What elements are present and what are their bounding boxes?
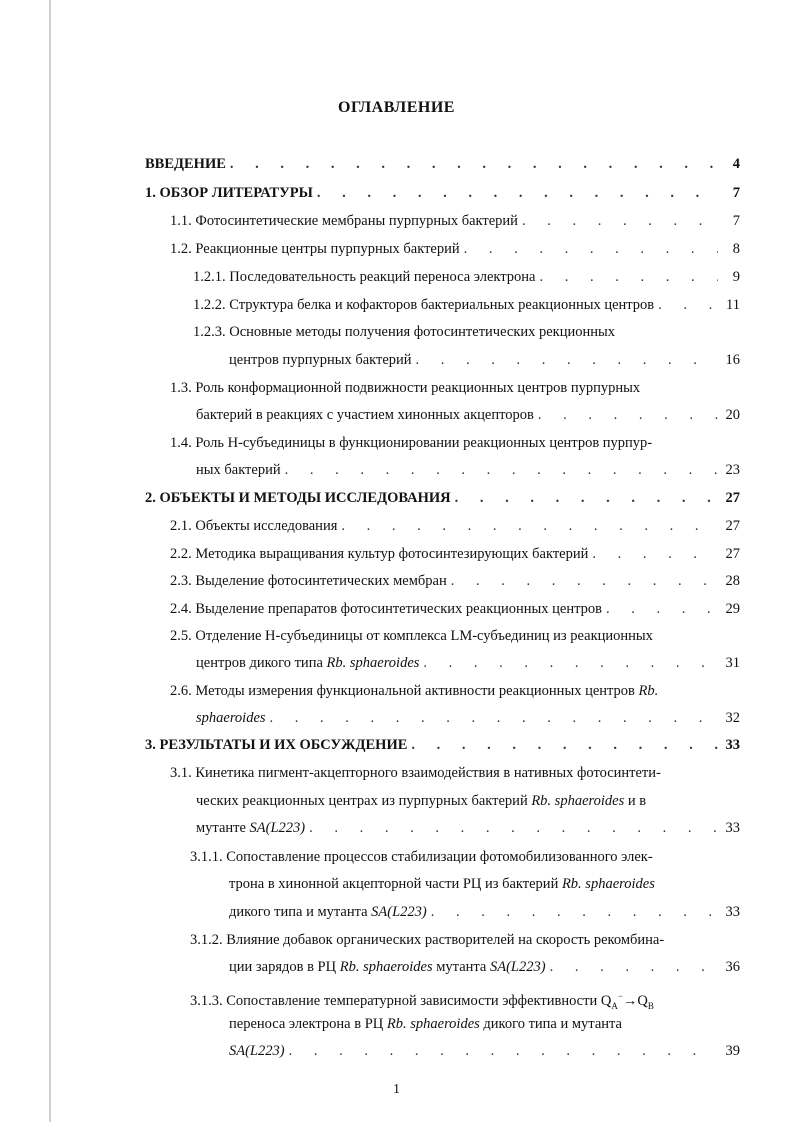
leader-dots [464,235,718,263]
toc-entry-2-5-line1[interactable] [170,622,740,650]
mutant-name: SA(L223) [249,820,306,836]
toc-entry-chapter-2[interactable] [145,484,740,512]
leader-dots [230,150,718,178]
toc-page-number: 8 [732,241,740,257]
toc-entry-1-3-line1[interactable] [170,374,740,402]
toc-entry-label: 2.2. Методика выращивания культур фотосинтезирующих бактерий [170,546,589,562]
species-name: sphaeroides [196,710,266,726]
toc-entry-label [229,953,546,981]
leader-dots [309,814,718,842]
superscript-minus: − [617,991,623,1001]
leader-dots [431,898,718,926]
toc-entry-2-4[interactable] [170,595,740,623]
toc-entry-1-2-2[interactable] [193,291,740,319]
toc-page-number: 33 [725,737,740,753]
toc-page-number: 4 [732,156,740,172]
text-run: 2.6. Методы измерения функциональной активности реакционных центров [170,683,639,699]
toc-entry-label: 1.2.1. Последовательность реакций переноса электрона [193,269,536,285]
leader-dots [341,512,718,540]
toc-entry-label: 3.1.1. Сопоставление процессов стабилизации фотомобилизованного элек- [190,849,653,865]
toc-page-number: 20 [725,407,740,423]
toc-entry-label: бактерий в реакциях с участием хинонных акцепторов [196,407,534,423]
species-name: Rb. sphaeroides [531,793,625,809]
toc-entry-label: 1. ОБЗОР ЛИТЕРАТУРЫ [145,185,313,201]
toc-entry-label: 1.3. Роль конформационной подвижности реакционных центров пурпурных [170,380,641,396]
toc-entry-label: 1.2. Реакционные центры пурпурных бактерий [170,241,460,257]
leader-dots [416,346,718,374]
toc-entry-label [190,993,654,1009]
toc-entry-1-2-1[interactable] [193,263,740,291]
toc-entry-label: 2. ОБЪЕКТЫ И МЕТОДЫ ИССЛЕДОВАНИЯ [145,490,451,506]
toc-entry-2-3[interactable] [170,567,740,595]
toc-entry-label: 2.4. Выделение препаратов фотосинтетических реакционных центров [170,601,602,617]
toc-page-number: 28 [725,573,740,589]
toc-entry-label [170,683,658,699]
toc-entry-label: 2.3. Выделение фотосинтетических мембран [170,573,447,589]
page-number: 1 [393,1082,400,1097]
toc-entry-chapter-1[interactable] [145,179,740,207]
toc-entry-2-1[interactable] [170,512,740,540]
toc-entry-3-1-1-line1[interactable] [190,843,740,871]
leader-dots [285,456,718,484]
subscript-b: B [647,1000,654,1011]
toc-entry-label: 1.2.2. Структура белка и кофакторов бактериальных реакционных центров [193,297,655,313]
toc-entry-2-5-line2[interactable] [196,649,740,677]
toc-entry-2-6-line1[interactable] [170,677,740,705]
text-run: и в [624,793,647,809]
mutant-name: SA(L223) [489,959,546,975]
text-run: трона в хинонной акцепторной части РЦ из бактерий [229,876,562,892]
text-run: 3.1.3. Сопоставление температурной зависимости эффективности Q [190,992,612,1009]
toc-entry-label [196,649,419,677]
mutant-name: SA(L223) [229,1043,285,1059]
toc-entry-3-1-3-line2[interactable] [229,1010,740,1038]
toc-entry-2-6-line2[interactable] [196,704,740,732]
leader-dots [317,179,718,207]
toc-entry-3-1-3-line3[interactable] [229,1037,740,1065]
leader-dots [411,731,718,759]
toc-entry-chapter-3[interactable] [145,731,740,759]
text-run: ции зарядов в РЦ [229,959,340,975]
toc-page-number: 33 [725,904,740,920]
scan-edge [49,0,51,1122]
toc-entry-label: 2.1. Объекты исследования [170,518,338,534]
toc-entry-1-2[interactable] [170,235,740,263]
toc-entry-label: 1.4. Роль Н-субъединицы в функционировании реакционных центров пурпур- [170,435,653,451]
toc-entry-label: 1.1. Фотосинтетические мембраны пурпурных бактерий [170,213,518,229]
toc-entry-3-1-line2[interactable] [196,787,740,815]
toc-entry-label: 1.2.3. Основные методы получения фотосинтетических рекционных [193,324,616,340]
species-name: Rb. [638,683,659,699]
toc-page-number: 31 [725,655,740,671]
leader-dots [270,704,718,732]
toc-entry-3-1-line3[interactable] [196,814,740,842]
leader-dots [658,291,718,319]
toc-entry-label: 2.5. Отделение Н-субъединицы от комплекса LM-субъединиц из реакционных [170,628,653,644]
toc-entry-1-4-line1[interactable] [170,429,740,457]
toc-entry-label: 3.1.2. Влияние добавок органических растворителей на скорость рекомбина- [190,932,665,948]
toc-entry-1-2-3-line1[interactable] [193,318,740,346]
mutant-name: SA(L223) [371,904,427,920]
toc-entry-label [196,793,646,809]
toc-entry-1-1[interactable] [170,207,740,235]
toc-entry-1-4-line2[interactable] [196,456,740,484]
leader-dots [539,263,718,291]
toc-page-number: 11 [726,297,740,313]
toc-entry-1-3-line2[interactable] [196,401,740,429]
leader-dots [538,401,718,429]
toc-entry-2-2[interactable] [170,540,740,568]
species-name: Rb. sphaeroides [326,655,420,671]
toc-entry-label [196,814,305,842]
toc-page-number: 39 [725,1043,740,1059]
toc-entry-label [229,876,655,892]
page-title: ОГЛАВЛЕНИЕ [338,99,455,116]
toc-entry-label: центров пурпурных бактерий [229,352,412,368]
toc-page-number: 7 [732,213,740,229]
leader-dots [289,1037,718,1065]
toc-page-number: 27 [725,490,740,506]
toc-entry-label: ных бактерий [196,462,281,478]
text-run: мутанте [196,820,250,836]
toc-page-number: 27 [725,518,740,534]
leader-dots [522,207,718,235]
text-run: мутанта [432,959,490,975]
leader-dots [550,953,718,981]
leader-dots [455,484,718,512]
toc-entry-3-1-line1[interactable] [170,759,740,787]
toc-page-number: 36 [725,959,740,975]
text-run: дикого типа и мутанта [479,1016,622,1032]
subscript-a: A [611,1000,618,1011]
toc-entry-label [229,898,427,926]
toc-entry-3-1-2-line1[interactable] [190,926,740,954]
toc-entry-3-1-1-line2[interactable] [229,870,740,898]
text-run: центров дикого типа [196,655,327,671]
leader-dots [423,649,718,677]
toc-entry-label: 3. РЕЗУЛЬТАТЫ И ИХ ОБСУЖДЕНИЕ [145,737,408,753]
species-name: Rb. sphaeroides [561,876,655,892]
toc-entry-3-1-3-line1[interactable] [190,982,740,1010]
leader-dots [451,567,718,595]
toc-entry-label: 3.1. Кинетика пигмент-акцепторного взаимодействия в нативных фотосинтети- [170,765,661,781]
toc-page-number: 29 [725,601,740,617]
arrow-q: →Q [622,992,648,1009]
toc-page-number: 9 [732,269,740,285]
toc-entry-label [229,1016,622,1032]
toc-page-number: 32 [725,710,740,726]
toc-entry-3-1-2-line2[interactable] [229,953,740,981]
toc-page-number: 16 [725,352,740,368]
toc-page-number: 33 [725,820,740,836]
text-run: ческих реакционных центрах из пурпурных бактерий [196,793,532,809]
toc-entry-3-1-1-line3[interactable] [229,898,740,926]
species-name: Rb. sphaeroides [339,959,433,975]
toc-page-number: 7 [732,185,740,201]
toc-entry-1-2-3-line2[interactable] [229,346,740,374]
toc-page-number: 23 [725,462,740,478]
toc-entry-label: ВВЕДЕНИЕ [145,156,226,172]
text-run: дикого типа и мутанта [229,904,372,920]
leader-dots [592,540,718,568]
leader-dots [606,595,718,623]
toc-entry-introduction[interactable] [145,150,740,178]
text-run: переноса электрона в РЦ [229,1016,387,1032]
toc-page-number: 27 [725,546,740,562]
species-name: Rb. sphaeroides [386,1016,480,1032]
